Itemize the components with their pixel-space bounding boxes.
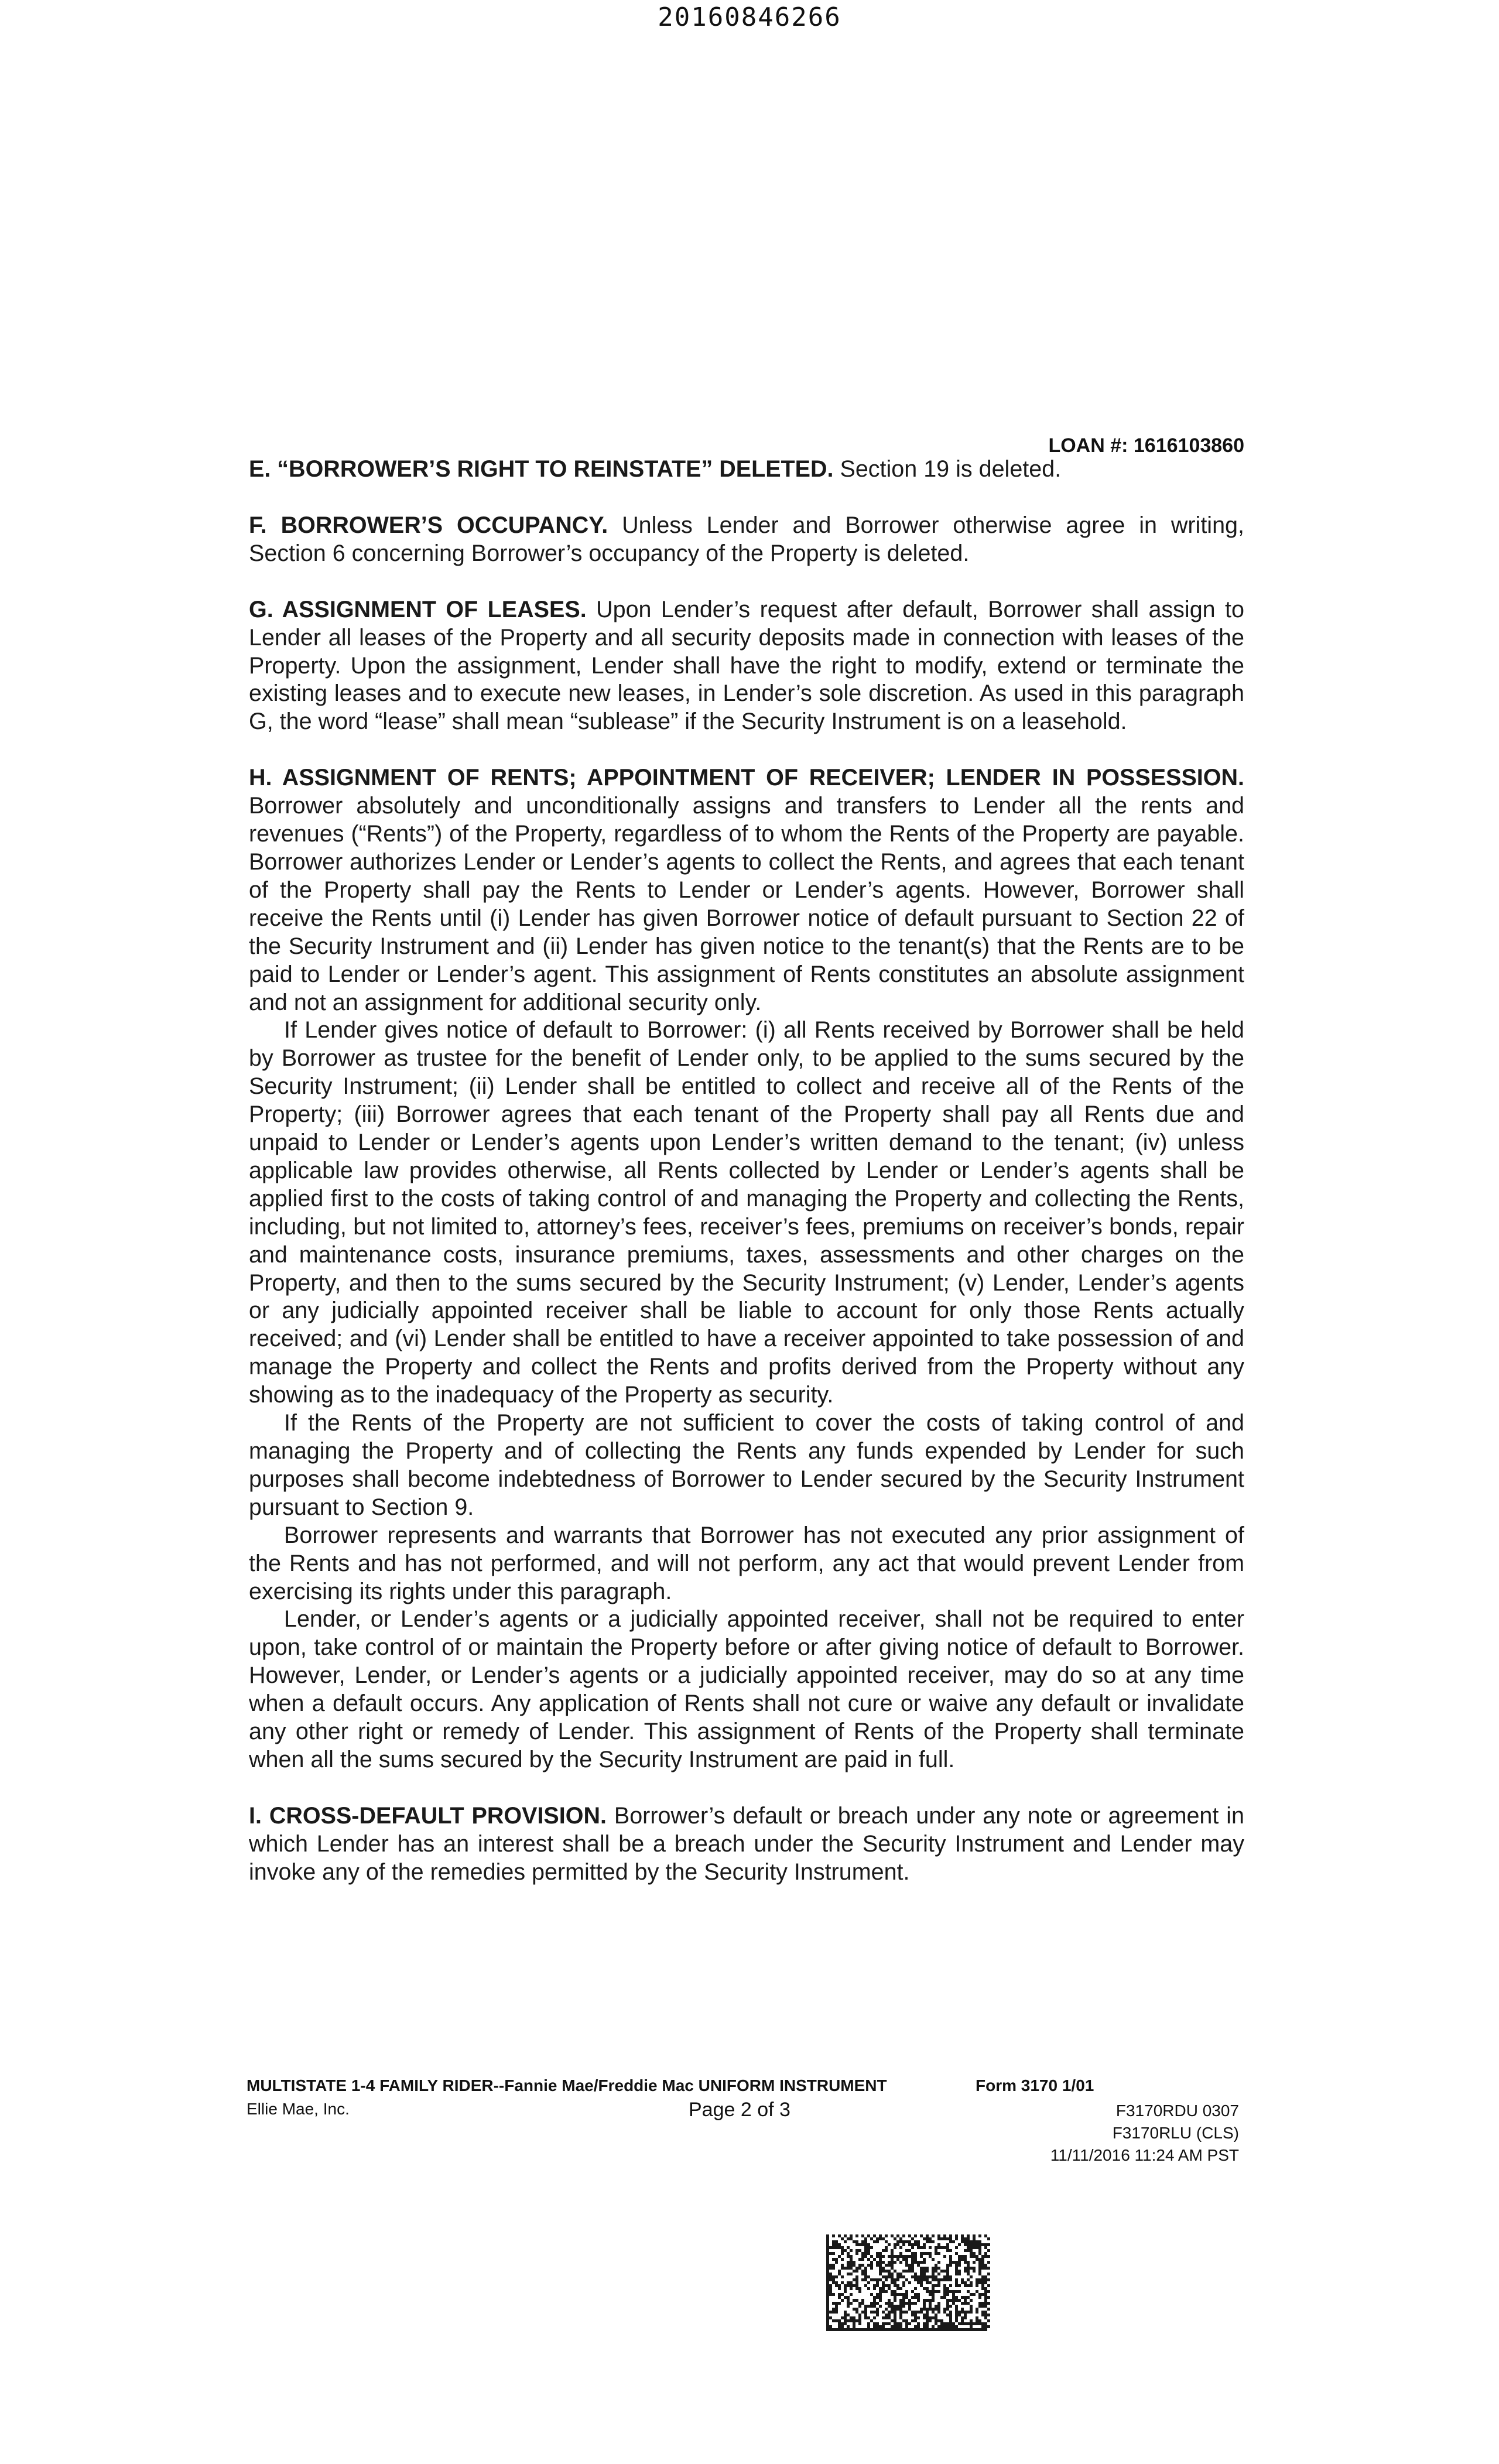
section-h-paragraph-2: If Lender gives notice of default to Borrower: (i) all Rents received by Borrower shall be held by Borrower as trustee for the benefit of Lender only, to be applied to the sums secured by the Security Instrument; (ii) Lender shall be entitled to collect and receive all of the Rents of the Property; (iii) Borrower agrees that each tenant of the Property shall pay all Rents due and unpaid to Lender or Lender’s agents upon Lender’s written demand to the tenant; (iv) unless applicable law provides otherwise, all Rents collected by Lender or Lender’s agents shall be applied first to the costs of taking control of and managing the Property and collecting the Rents, including, but not limited to, attorney’s fees, receiver’s fees, premiums on receiver’s bonds, repair and maintenance costs, insurance premiums, taxes, assessments and other charges on the Property, and then to the sums secured by the Security Instrument; (v) Lender, Lender’s agents or any judicially appointed receiver shall be liable to account for only those Rents actually received; and (vi) Lender shall be entitled to have a receiver appointed to take possession of and manage the Property and collect the Rents and profits derived from the Property without any showing as to the inadequacy of the Property as security. bbox=[249, 1017, 1244, 1408]
rider-body bbox=[249, 456, 1244, 1887]
section-i-text: Borrower’s default or breach under any note or agreement in which Lender has an interest shall be a breach under the Security Instrument and Lender may invoke any of the remedies permitted by the Security Instrument. bbox=[249, 1802, 1244, 1885]
section-f bbox=[249, 512, 1244, 568]
section-i-paragraph bbox=[249, 1802, 1244, 1887]
section-h-paragraph-1 bbox=[249, 764, 1244, 1017]
section-g-text: Upon Lender’s request after default, Borrower shall assign to Lender all leases of the Property and all security deposits made in connection with leases of the Property. Upon the assignment, Lender shall have the right to modify, extend or terminate the existing leases and to execute new leases, in Lender’s sole discretion. As used in this paragraph G, the word “lease” shall mean “sublease” if the Security Instrument is on a leasehold. bbox=[249, 596, 1244, 735]
section-h-paragraph-5: Lender, or Lender’s agents or a judicially appointed receiver, shall not be required to enter upon, take control of or maintain the Property before or after giving notice of default to Borrower. However, Lender, or Lender’s agents or a judicially appointed receiver, may do so at any time when a default occurs. Any application of Rents shall not cure or waive any default or invalidate any other right or remedy of Lender. This assignment of Rents of the Property shall terminate when all the sums secured by the Security Instrument are paid in full. bbox=[249, 1606, 1244, 1772]
barcode-2d-icon bbox=[826, 2234, 990, 2332]
footer-code-1: F3170RDU 0307 bbox=[1115, 2102, 1239, 2120]
footer-form-title: MULTISTATE 1-4 FAMILY RIDER--Fannie Mae/Freddie Mac UNIFORM INSTRUMENT bbox=[247, 2076, 887, 2095]
section-g bbox=[249, 596, 1244, 737]
section-h-text-1: Borrower absolutely and unconditionally assigns and transfers to Lender all the rents and revenues (“Rents”) of the Property, regardless of to whom the Rents of the Property are payable. Borrower authorizes Lender or Lender’s agents to collect the Rents, and agrees that each tenant of the Property shall pay the Rents to Lender or Lender’s agents. However, Borrower shall receive the Rents until (i) Lender has given Borrower notice of default pursuant to Section 22 of the Security Instrument and (ii) Lender has given notice to the tenant(s) that the Rents are to be paid to Lender or Lender’s agent. This assignment of Rents constitutes an absolute assignment and not an assignment for additional security only. bbox=[249, 793, 1244, 1015]
section-h-paragraph-3: If the Rents of the Property are not sufficient to cover the costs of taking control of and managing the Property and of collecting the Rents any funds expended by Lender for such purposes shall become indebtedness of Borrower to Lender secured by the Security Instrument pursuant to Section 9. bbox=[249, 1410, 1244, 1520]
section-h-heading: H. ASSIGNMENT OF RENTS; APPOINTMENT OF RECEIVER; LENDER IN POSSESSION. bbox=[249, 765, 1244, 791]
footer-code-2: F3170RLU (CLS) bbox=[1112, 2124, 1239, 2142]
section-f-heading: F. BORROWER’S OCCUPANCY. bbox=[249, 512, 608, 538]
section-e-paragraph bbox=[249, 456, 1244, 484]
section-e bbox=[249, 456, 1244, 484]
section-f-paragraph bbox=[249, 512, 1244, 568]
footer-page-number: Page 2 of 3 bbox=[689, 2099, 790, 2121]
footer-form-codes bbox=[1050, 2100, 1239, 2167]
form-footer bbox=[247, 2076, 1242, 2170]
section-e-text: Section 19 is deleted. bbox=[833, 456, 1062, 482]
footer-form-number: Form 3170 1/01 bbox=[976, 2076, 1094, 2095]
section-h-paragraph-4: Borrower represents and warrants that Borrower has not executed any prior assignment of the Rents and has not performed, and will not perform, any act that would prevent Lender from exercising its rights under this paragraph. bbox=[249, 1522, 1244, 1604]
loan-number: LOAN #: 1616103860 bbox=[1048, 434, 1244, 457]
section-g-heading: G. ASSIGNMENT OF LEASES. bbox=[249, 596, 587, 622]
section-e-heading: E. “BORROWER’S RIGHT TO REINSTATE” DELETED. bbox=[249, 456, 834, 482]
section-h bbox=[249, 764, 1244, 1774]
footer-vendor: Ellie Mae, Inc. bbox=[247, 2100, 350, 2118]
recording-number: 20160846266 bbox=[658, 2, 841, 32]
section-i-heading: I. CROSS-DEFAULT PROVISION. bbox=[249, 1802, 607, 1829]
section-g-paragraph bbox=[249, 596, 1244, 737]
section-f-text: Unless Lender and Borrower otherwise agree in writing, Section 6 concerning Borrower’s occupancy of the Property is deleted. bbox=[249, 512, 1244, 566]
section-i bbox=[249, 1802, 1244, 1887]
footer-timestamp: 11/11/2016 11:24 AM PST bbox=[1050, 2146, 1239, 2164]
